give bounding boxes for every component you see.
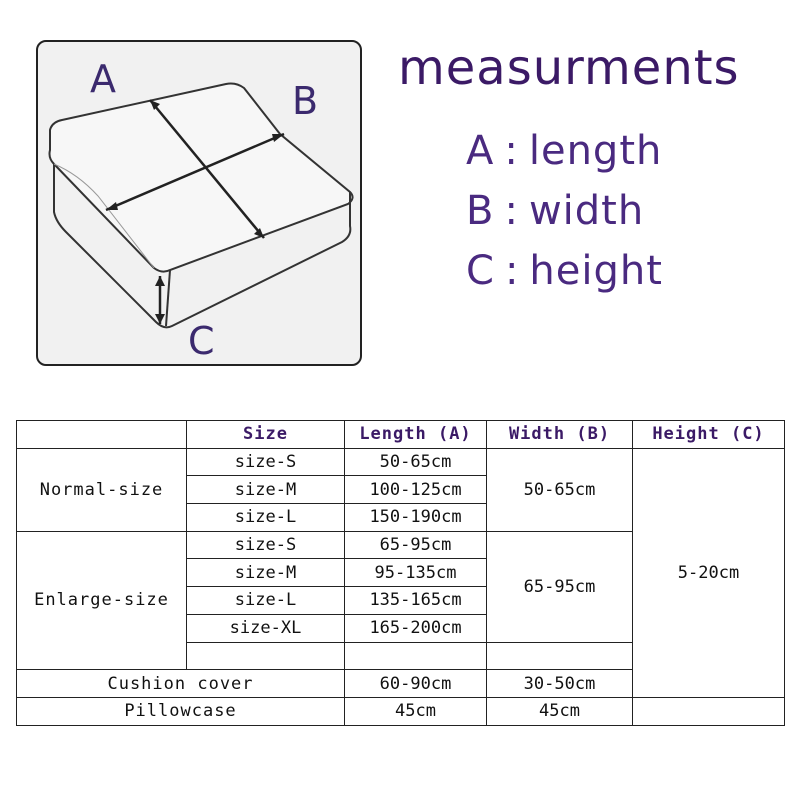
width-cell: 30-50cm xyxy=(487,670,633,698)
size-cell: size-M xyxy=(187,476,345,504)
label-a: A xyxy=(90,57,116,101)
width-cell: 45cm xyxy=(487,697,633,725)
legend-key: A xyxy=(466,128,495,174)
group-normal-size: Normal-size xyxy=(17,448,187,531)
width-cell: 65-95cm xyxy=(487,531,633,642)
size-cell: size-L xyxy=(187,587,345,615)
size-cell: size-M xyxy=(187,559,345,587)
header-width: Width (B) xyxy=(487,421,633,449)
width-cell: 50-65cm xyxy=(487,448,633,531)
legend-value: width xyxy=(528,188,645,234)
size-cell: size-S xyxy=(187,448,345,476)
empty-cell xyxy=(633,697,785,725)
legend-row-length xyxy=(466,128,662,174)
empty-cell xyxy=(487,642,633,670)
length-cell: 65-95cm xyxy=(345,531,487,559)
label-c: C xyxy=(188,319,215,363)
legend-value: height xyxy=(529,248,663,294)
length-cell: 100-125cm xyxy=(345,476,487,504)
legend-separator: : xyxy=(504,128,519,174)
empty-cell xyxy=(187,642,345,670)
size-cell: size-S xyxy=(187,531,345,559)
legend-row-height xyxy=(466,248,663,294)
cushion-illustration xyxy=(38,42,360,364)
page-title: measurments xyxy=(398,40,740,96)
label-b: B xyxy=(292,79,319,123)
length-cell: 135-165cm xyxy=(345,587,487,615)
legend-key: C xyxy=(466,248,495,294)
legend-separator: : xyxy=(504,248,520,294)
legend-row-width xyxy=(466,188,644,234)
legend-separator: : xyxy=(504,188,519,234)
height-cell: 5-20cm xyxy=(633,448,785,697)
length-cell: 165-200cm xyxy=(345,614,487,642)
pillowcase-label: Pillowcase xyxy=(17,697,345,725)
header-length: Length (A) xyxy=(345,421,487,449)
length-cell: 150-190cm xyxy=(345,504,487,532)
legend-value: length xyxy=(528,128,663,174)
table-row xyxy=(17,448,785,476)
empty-cell xyxy=(345,642,487,670)
size-table xyxy=(16,420,785,726)
group-enlarge-size: Enlarge-size xyxy=(17,531,187,669)
length-cell: 45cm xyxy=(345,697,487,725)
header-blank xyxy=(17,421,187,449)
table-header-row xyxy=(17,421,785,449)
length-cell: 95-135cm xyxy=(345,559,487,587)
length-cell: 50-65cm xyxy=(345,448,487,476)
size-cell: size-XL xyxy=(187,614,345,642)
legend-key: B xyxy=(466,188,495,234)
cushion-cover-label: Cushion cover xyxy=(17,670,345,698)
table-row-pillowcase xyxy=(17,697,785,725)
cushion-diagram xyxy=(36,40,362,366)
header-height: Height (C) xyxy=(633,421,785,449)
size-cell: size-L xyxy=(187,504,345,532)
length-cell: 60-90cm xyxy=(345,670,487,698)
header-size: Size xyxy=(187,421,345,449)
